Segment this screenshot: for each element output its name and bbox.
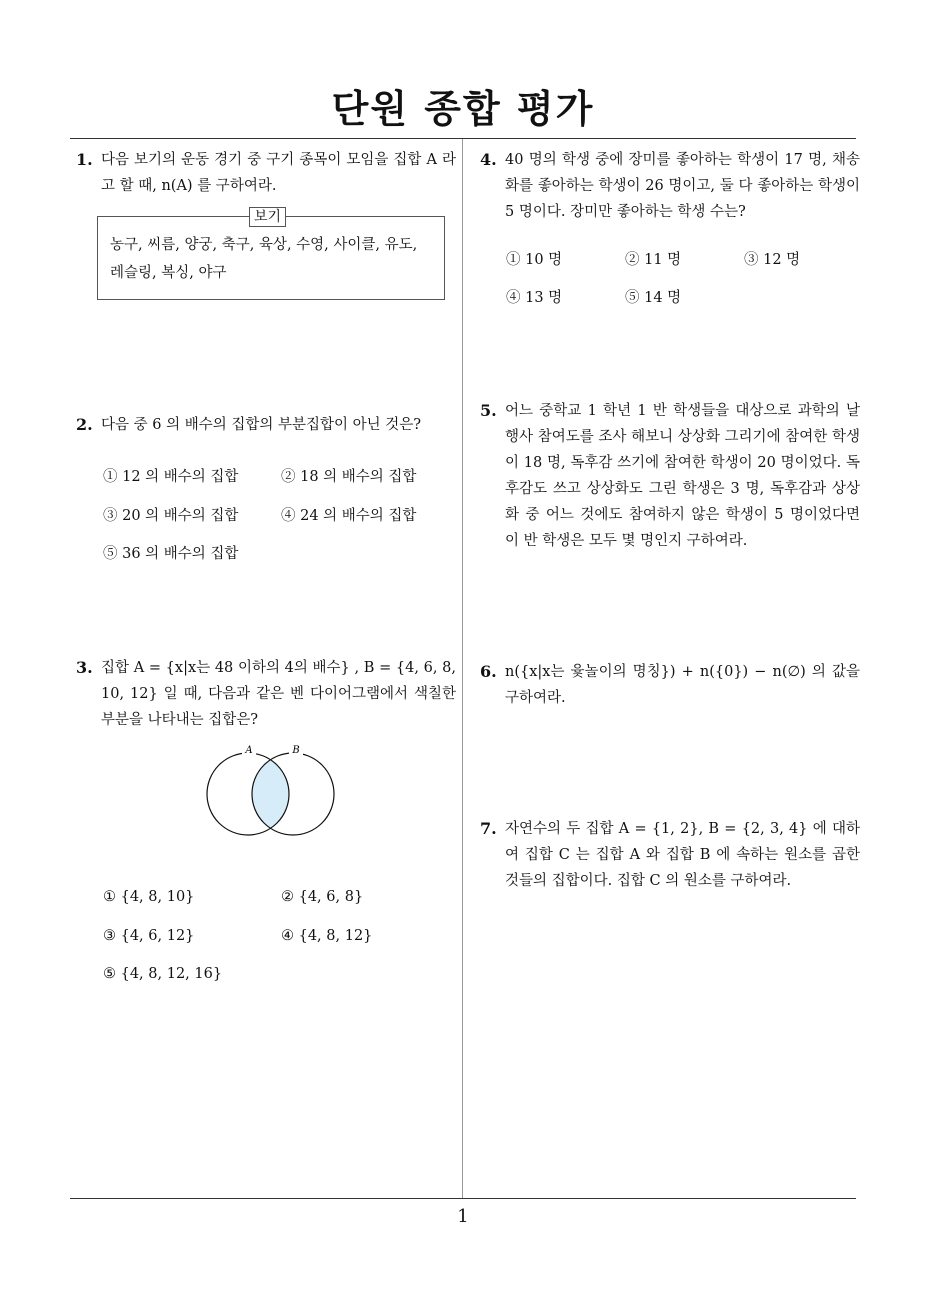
problem-2 xyxy=(76,412,456,438)
column-divider xyxy=(462,139,463,1198)
choice-5[interactable]: ⑤ 36 의 배수의 집합 xyxy=(103,546,239,562)
problem-text: 다음 중 6 의 배수의 집합의 부분집합이 아닌 것은? xyxy=(101,417,422,433)
bogi-box xyxy=(97,209,445,300)
problem-number: 1. xyxy=(76,150,93,169)
choice-1[interactable]: ① 12 의 배수의 집합 xyxy=(103,469,239,485)
problem-3 xyxy=(76,655,456,733)
choice-4[interactable]: ④ 24 의 배수의 집합 xyxy=(281,508,417,524)
problem-5 xyxy=(480,398,860,554)
choice-2[interactable]: ② 18 의 배수의 집합 xyxy=(281,469,417,485)
page-title: 단원 종합 평가 xyxy=(331,87,595,131)
page-number: 1 xyxy=(457,1206,469,1227)
venn-label-a: A xyxy=(245,745,253,756)
choice-5[interactable]: ⑤ 14 명 xyxy=(625,290,682,306)
problem-7 xyxy=(480,816,860,894)
problem-1 xyxy=(76,147,456,199)
choice-2[interactable]: ② {4, 6, 8} xyxy=(281,889,364,905)
bottom-rule xyxy=(70,1198,856,1199)
choice-3[interactable]: ③ 12 명 xyxy=(744,252,801,268)
choice-1[interactable]: ① 10 명 xyxy=(506,252,563,268)
problem-number: 7. xyxy=(480,819,497,838)
problem-number: 3. xyxy=(76,658,93,677)
choice-3[interactable]: ③ 20 의 배수의 집합 xyxy=(103,508,239,524)
choice-5[interactable]: ⑤ {4, 8, 12, 16} xyxy=(103,966,223,982)
problem-text: 자연수의 두 집합 A = {1, 2}, B = {2, 3, 4} 에 대하여 집합 C 는 집합 A 와 집합 B 에 속하는 원소를 곱한 것들의 집합이다. 집합 C 의 원소를 구하여라. xyxy=(505,821,860,889)
choice-1[interactable]: ① {4, 8, 10} xyxy=(103,889,195,905)
problem-number: 2. xyxy=(76,415,93,434)
bogi-label: 보기 xyxy=(249,207,286,227)
choice-2[interactable]: ② 11 명 xyxy=(625,252,682,268)
problem-number: 6. xyxy=(480,662,497,681)
problem-text: n({x|x는 윷놀이의 명칭}) + n({0}) − n(∅) 의 값을 구하여라. xyxy=(505,664,860,706)
problem-text: 다음 보기의 운동 경기 중 구기 종목이 모임을 집합 A 라고 할 때, n(A) 를 구하여라. xyxy=(101,152,456,194)
problem-text: 집합 A = {x|x는 48 이하의 4의 배수} , B = {4, 6, 8, 10, 12} 일 때, 다음과 같은 벤 다이어그램에서 색칠한 부분을 나타내는 집합은? xyxy=(101,660,456,728)
choice-4[interactable]: ④ {4, 8, 12} xyxy=(281,928,373,944)
problem-text: 어느 중학교 1 학년 1 반 학생들을 대상으로 과학의 날 행사 참여도를 조사 해보니 상상화 그리기에 참여한 학생이 18 명, 독후감 쓰기에 참여한 학생이 20 명이었다. 독후감도 쓰고 상상화도 그린 학생은 3 명, 독후감과 상상화 중 어느 것에도 참여하지 않은 학생이 5 명이었다면 이 반 학생은 모두 몇 명인지 구하여라. xyxy=(505,403,860,549)
problem-6 xyxy=(480,659,860,711)
choice-4[interactable]: ④ 13 명 xyxy=(506,290,563,306)
top-rule xyxy=(70,138,856,139)
venn-label-b: B xyxy=(292,745,300,756)
venn-diagram xyxy=(200,742,360,842)
problem-number: 5. xyxy=(480,401,497,420)
choice-3[interactable]: ③ {4, 6, 12} xyxy=(103,928,195,944)
bogi-text: 농구, 씨름, 양궁, 축구, 육상, 수영, 사이클, 유도, 레슬링, 복싱, 야구 xyxy=(110,237,418,281)
problem-4 xyxy=(480,147,860,225)
problem-number: 4. xyxy=(480,150,497,169)
problem-text: 40 명의 학생 중에 장미를 좋아하는 학생이 17 명, 채송화를 좋아하는 학생이 26 명이고, 둘 다 좋아하는 학생이 5 명이다. 장미만 좋아하는 학생 수는? xyxy=(505,152,860,220)
